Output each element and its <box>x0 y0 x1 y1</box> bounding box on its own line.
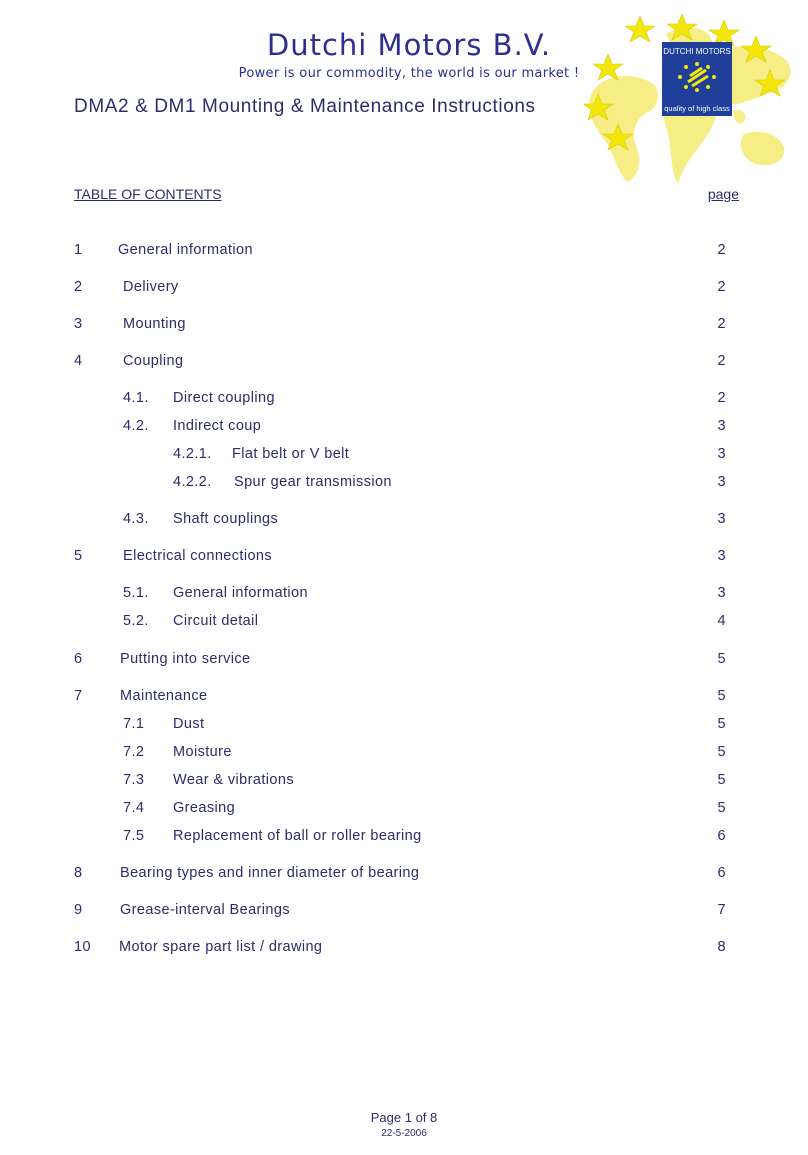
toc-entry-page: 2 <box>717 353 726 369</box>
toc-entry-text: Dust <box>173 716 205 732</box>
toc-entry-page: 2 <box>717 316 726 332</box>
toc-entry[interactable] <box>74 472 726 492</box>
document-title: DMA2 & DM1 Mounting & Maintenance Instructions <box>74 96 536 117</box>
toc-entry-text: Flat belt or V belt <box>232 446 350 462</box>
toc-entry-page: 3 <box>717 446 726 462</box>
toc-entry-text: Circuit detail <box>173 613 259 629</box>
toc-entry-number: 10 <box>74 939 91 955</box>
toc-entry-text: Greasing <box>173 800 236 816</box>
toc-entry-number: 5.2. <box>123 613 149 629</box>
toc-entry[interactable] <box>74 937 726 957</box>
toc-entry-page: 3 <box>717 418 726 434</box>
toc-entry-page: 2 <box>717 279 726 295</box>
toc-entry-number: 7.4 <box>123 800 145 816</box>
toc-entry-text: Spur gear transmission <box>234 474 392 490</box>
company-logo <box>584 14 794 194</box>
toc-entry-text: Putting into service <box>120 651 251 667</box>
toc-entry[interactable] <box>74 770 726 790</box>
toc-page-heading: page <box>707 186 739 202</box>
toc-heading: TABLE OF CONTENTS <box>74 186 222 202</box>
toc-header <box>74 186 739 202</box>
toc-entry-text: General information <box>173 585 308 601</box>
toc-entry[interactable] <box>74 314 726 334</box>
toc-entry-text: Replacement of ball or roller bearing <box>173 828 422 844</box>
logo-top-text: DUTCHI MOTORS <box>663 47 731 56</box>
toc-entry-number: 4.1. <box>123 390 149 406</box>
toc-entry-text: Wear & vibrations <box>173 772 294 788</box>
toc-entry-number: 4.3. <box>123 511 149 527</box>
toc-entry-text: Coupling <box>123 353 184 369</box>
toc-entry-number: 5 <box>74 548 83 564</box>
toc-entry-text: Moisture <box>173 744 232 760</box>
toc-entry[interactable] <box>74 742 726 762</box>
toc-entry-text: Indirect coup <box>173 418 262 434</box>
toc-entry-page: 8 <box>717 939 726 955</box>
toc-entry-number: 7.3 <box>123 772 145 788</box>
toc-entry-number: 7 <box>74 688 83 704</box>
toc-entry-text: General information <box>118 242 253 258</box>
company-slogan: Power is our commodity, the world is our market ! <box>238 66 580 81</box>
toc-entry[interactable] <box>74 416 726 436</box>
toc-entry[interactable] <box>74 611 726 631</box>
toc-entry[interactable] <box>74 546 726 566</box>
toc-entry-text: Shaft couplings <box>173 511 279 527</box>
toc-entry-page: 3 <box>717 548 726 564</box>
toc-entry-text: Grease-interval Bearings <box>120 902 290 918</box>
toc-entry-text: Maintenance <box>120 688 208 704</box>
toc-entry-page: 3 <box>717 511 726 527</box>
toc-entry-number: 7.2 <box>123 744 145 760</box>
toc-entry-number: 7.1 <box>123 716 145 732</box>
toc-entry-page: 2 <box>717 390 726 406</box>
toc-entry-number: 3 <box>74 316 83 332</box>
toc-entry-number: 4.2.1. <box>173 446 212 462</box>
toc-entry[interactable] <box>74 240 726 260</box>
toc-entry-number: 8 <box>74 865 83 881</box>
toc-entry-text: Electrical connections <box>123 548 273 564</box>
toc-entry[interactable] <box>74 388 726 408</box>
toc-entry-page: 5 <box>717 800 726 816</box>
toc-entry-page: 5 <box>717 688 726 704</box>
toc-entry[interactable] <box>74 686 726 706</box>
toc-entry[interactable] <box>74 714 726 734</box>
toc-entry-page: 3 <box>717 585 726 601</box>
toc-entry-page: 6 <box>717 828 726 844</box>
toc-entry-text: Motor spare part list / drawing <box>119 939 323 955</box>
toc-entry[interactable] <box>74 826 726 846</box>
toc-entry-number: 7.5 <box>123 828 145 844</box>
toc-entry-number: 4.2.2. <box>173 474 212 490</box>
toc-entry-page: 5 <box>717 744 726 760</box>
logo-bottom-text: quality of high class <box>664 104 730 113</box>
toc-entry-text: Direct coupling <box>173 390 275 406</box>
toc-entry-text: Mounting <box>123 316 186 332</box>
toc-entry[interactable] <box>74 351 726 371</box>
toc-entry-number: 5.1. <box>123 585 149 601</box>
toc-entry[interactable] <box>74 509 726 529</box>
toc-entry[interactable] <box>74 798 726 818</box>
toc-entry-number: 4 <box>74 353 83 369</box>
toc-entry-number: 4.2. <box>123 418 149 434</box>
page-number: Page 1 of 8 <box>370 1110 438 1125</box>
toc-entry[interactable] <box>74 863 726 883</box>
toc-entry-page: 3 <box>717 474 726 490</box>
toc-entry[interactable] <box>74 444 726 464</box>
toc-entry-page: 5 <box>717 651 726 667</box>
toc-entry[interactable] <box>74 900 726 920</box>
toc-entry-page: 5 <box>717 716 726 732</box>
toc-entry-page: 5 <box>717 772 726 788</box>
toc-entry-number: 2 <box>74 279 83 295</box>
toc-entry-page: 4 <box>717 613 726 629</box>
toc-entry-page: 7 <box>717 902 726 918</box>
toc-entry-text: Delivery <box>123 279 179 295</box>
company-name: Dutchi Motors B.V. <box>266 28 552 62</box>
toc-entry-number: 1 <box>74 242 83 258</box>
toc-entry-page: 6 <box>717 865 726 881</box>
toc-entry[interactable] <box>74 583 726 603</box>
toc-entry[interactable] <box>74 277 726 297</box>
toc-entry-page: 2 <box>717 242 726 258</box>
footer-date: 22-5-2006 <box>381 1128 427 1139</box>
toc-entry[interactable] <box>74 649 726 669</box>
toc-entry-number: 9 <box>74 902 83 918</box>
toc-entry-text: Bearing types and inner diameter of bearing <box>120 865 420 881</box>
toc-entry-number: 6 <box>74 651 83 667</box>
